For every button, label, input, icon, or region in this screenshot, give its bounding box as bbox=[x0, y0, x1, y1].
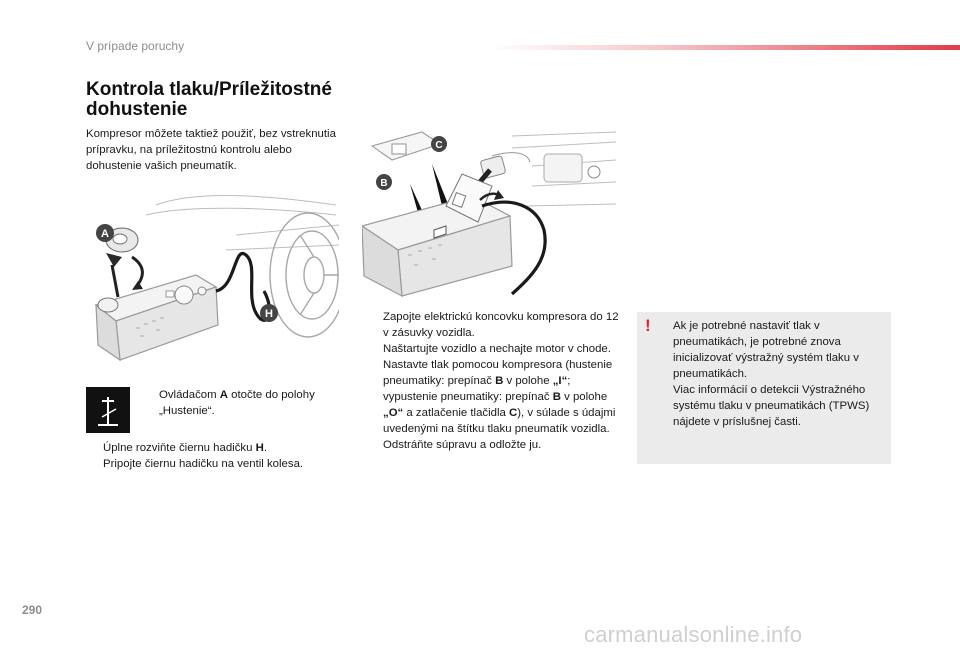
warning-exclamation-icon: ! bbox=[645, 316, 651, 335]
page-title-line-1: Kontrola tlaku/Príležitostné bbox=[86, 79, 332, 100]
note-paragraph-2: Viac informácií o detekcii Výstražného systému tlaku v pneumatikách (TPWS) nájdete v príslušnej časti. bbox=[673, 384, 870, 428]
list-item: Odstráňte súpravu a odložte ju. bbox=[383, 439, 542, 451]
list-item: Nastavte tlak pomocou kompresora (hustenie pneumatiky: prepínač B v polohe „I“; vypustenie pneumatiky: prepínač B v polohe „O“ a zatlačenie tlačidla C), v súlade s údajmi uvedenými na štítku tlaku pneumatík vozidla. bbox=[383, 359, 616, 435]
steps-hose bbox=[86, 440, 346, 472]
list-item: Naštartujte vozidlo a nechajte motor v chode. bbox=[383, 343, 611, 355]
page-title-line-2: dohustenie bbox=[86, 99, 188, 120]
list-item: Pripojte čiernu hadičku na ventil kolesa. bbox=[103, 458, 304, 470]
header-accent-bar bbox=[490, 45, 960, 50]
section-header: V prípade poruchy bbox=[86, 39, 185, 53]
list-item: Ovládačom A otočte do polohy „Hustenie“. bbox=[159, 389, 315, 417]
list-item: Úplne rozviňte čiernu hadičku H. bbox=[103, 442, 267, 454]
compressor-hose-illustration bbox=[86, 195, 339, 363]
steps-compressor bbox=[366, 309, 622, 453]
page-number: 290 bbox=[22, 603, 43, 617]
intro-paragraph: Kompresor môžete taktiež použiť, bez vstreknutia prípravku, na príležitostnú kontrolu alebo dohustenie vašich pneumatík. bbox=[86, 128, 336, 172]
label-c: C bbox=[435, 140, 443, 151]
watermark: carmanualsonline.info bbox=[584, 622, 803, 647]
compressor-socket-illustration bbox=[362, 126, 616, 298]
label-b: B bbox=[380, 178, 388, 189]
label-a: A bbox=[101, 228, 109, 240]
warning-note-text bbox=[673, 318, 885, 430]
steps-knob bbox=[142, 387, 322, 419]
knob-position-icon bbox=[86, 387, 130, 433]
page-title bbox=[86, 80, 356, 120]
note-paragraph-1: Ak je potrebné nastaviť tlak v pneumatikách, je potrebné znova inicializovať výstražný systém tlaku v pneumatikách. bbox=[673, 320, 859, 380]
label-h: H bbox=[265, 308, 273, 320]
list-item: Zapojte elektrickú koncovku kompresora do 12 v zásuvky vozidla. bbox=[383, 311, 619, 339]
